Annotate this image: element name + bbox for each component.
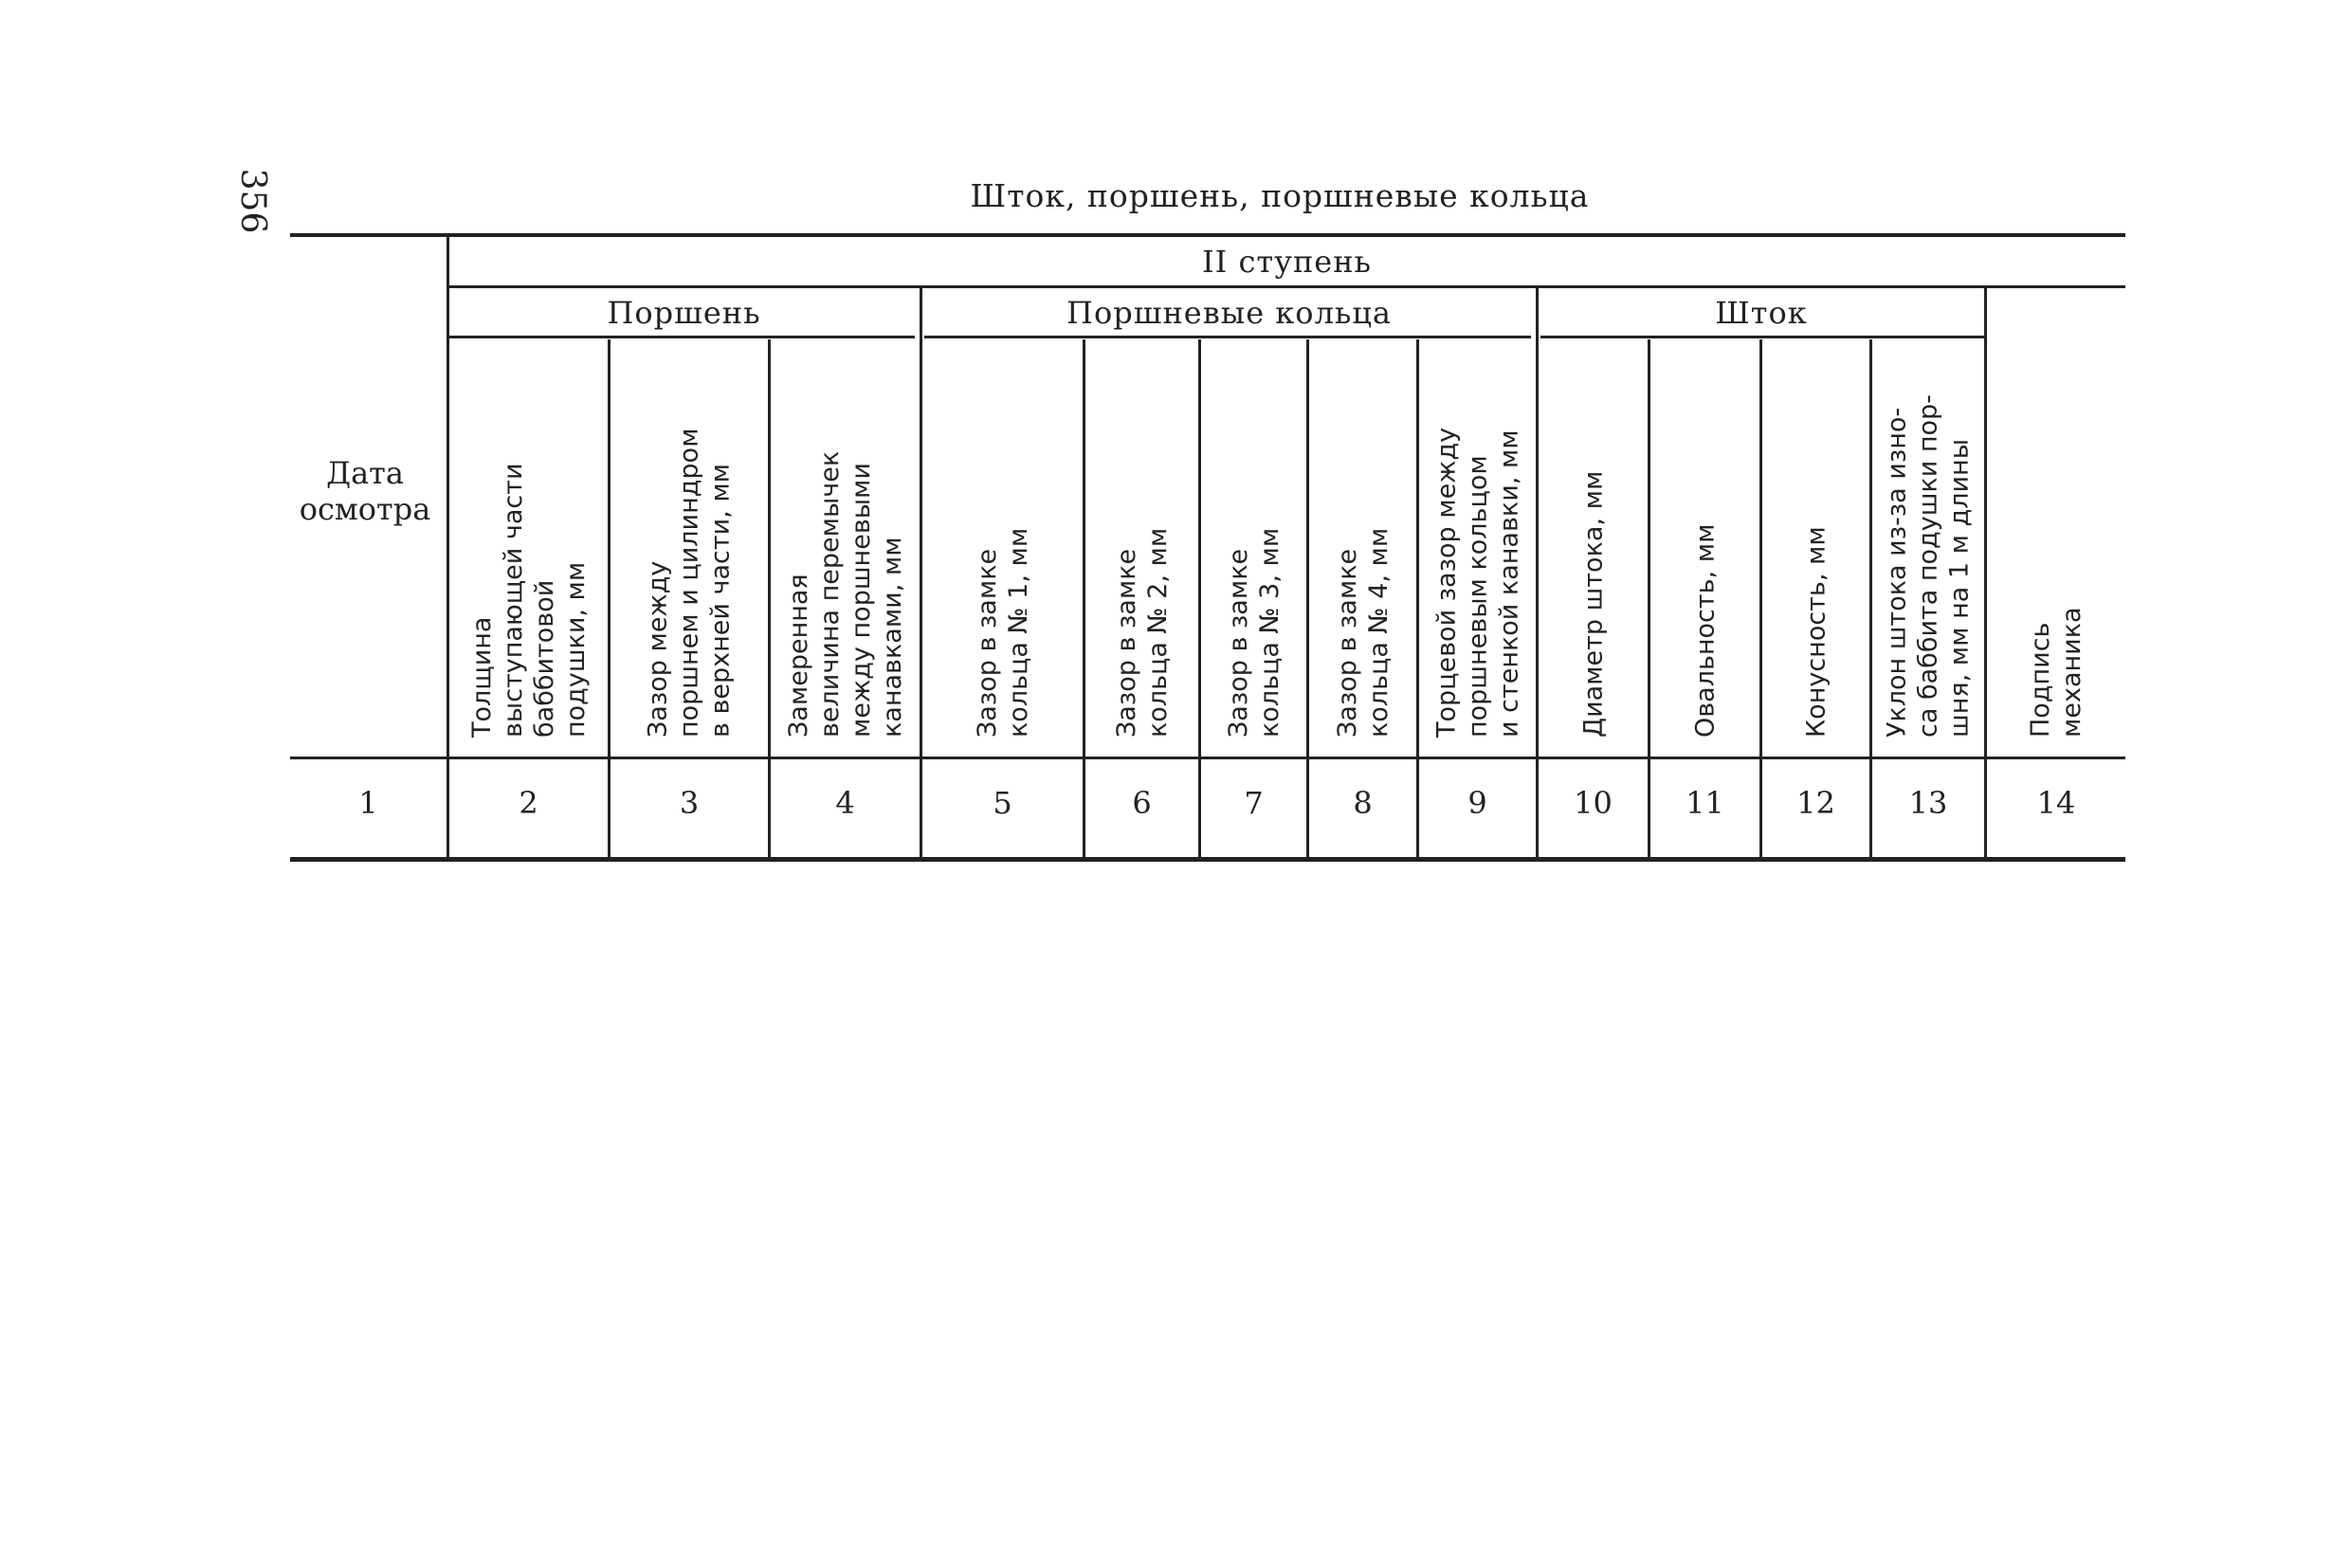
column-header-taper: Конусность, мм xyxy=(1801,526,1831,738)
column-header-ring4-gap: Зазор в замке кольца № 4, мм xyxy=(1332,527,1394,738)
column-header-cell xyxy=(1201,339,1306,749)
column-header-cell xyxy=(1987,339,2125,749)
column-number: 8 xyxy=(1353,785,1373,821)
group-bottom-rule-rod xyxy=(1540,336,1984,338)
column-header-mechanic-signature: Подпись механика xyxy=(2026,607,2087,738)
column-number: 14 xyxy=(2036,785,2076,821)
stage-header: II ступень xyxy=(1202,244,1372,280)
column-number: 9 xyxy=(1467,785,1487,821)
column-number: 4 xyxy=(835,785,855,821)
column-number: 2 xyxy=(519,785,538,821)
column-header-cell xyxy=(771,339,920,749)
header-bottom-rule xyxy=(290,757,2125,759)
table-bottom-rule xyxy=(290,857,2125,862)
column-header-rod-slope: Уклон штока из-за изно- са баббита подушки пор- шня, мм на 1 м длины xyxy=(1882,394,1975,738)
column-header-rod-diameter: Диаметр штока, мм xyxy=(1578,470,1608,738)
column-header-cell xyxy=(1085,339,1198,749)
column-header-piston-gap: Зазор между поршнем и цилиндром в верхней части, мм xyxy=(643,428,736,738)
group-bottom-rule-piston xyxy=(448,336,915,338)
column-number: 1 xyxy=(358,785,378,821)
group-header-rod: Шток xyxy=(1715,295,1808,331)
column-number: 6 xyxy=(1132,785,1152,821)
column-header-ring2-gap: Зазор в замке кольца № 2, мм xyxy=(1111,527,1173,738)
column-number: 11 xyxy=(1686,785,1724,821)
column-number: 7 xyxy=(1244,785,1264,821)
column-header-side-clearance: Торцевой зазор между поршневым кольцом и стенкой канавки, мм xyxy=(1431,427,1523,738)
date-column-header: Дата осмотра xyxy=(299,455,431,527)
column-header-ring3-gap: Зазор в замке кольца № 3, мм xyxy=(1223,527,1285,738)
column-header-cell xyxy=(611,339,768,749)
column-header-land-width: Замеренная величина перемычек между поршневыми канавками, мм xyxy=(783,450,907,738)
group-header-piston: Поршень xyxy=(607,295,761,331)
column-header-ovality: Овальность, мм xyxy=(1690,523,1720,738)
column-header-cell xyxy=(1872,339,1984,749)
column-header-cell xyxy=(1762,339,1869,749)
column-number: 13 xyxy=(1908,785,1948,821)
table-top-rule xyxy=(290,233,2125,237)
column-header-cell xyxy=(1309,339,1416,749)
column-header-ring1-gap: Зазор в замке кольца № 1, мм xyxy=(972,527,1033,738)
column-header-cell xyxy=(1539,339,1648,749)
column-header-thickness: Толщина выступающей части баббитовой подушки, мм xyxy=(466,463,591,738)
stage-bottom-rule xyxy=(448,285,2125,288)
column-header-cell xyxy=(1419,339,1536,749)
page-number: 356 xyxy=(233,168,272,234)
column-header-cell xyxy=(449,339,608,749)
page-title: Шток, поршень, поршневые кольца xyxy=(970,177,1590,214)
column-number: 10 xyxy=(1574,785,1613,821)
column-header-cell xyxy=(1650,339,1759,749)
group-header-rings: Поршневые кольца xyxy=(1066,295,1392,331)
column-header-cell xyxy=(922,339,1083,749)
group-bottom-rule-rings xyxy=(924,336,1531,338)
column-number: 12 xyxy=(1796,785,1835,821)
column-number: 5 xyxy=(993,785,1012,821)
column-number: 3 xyxy=(679,785,700,821)
